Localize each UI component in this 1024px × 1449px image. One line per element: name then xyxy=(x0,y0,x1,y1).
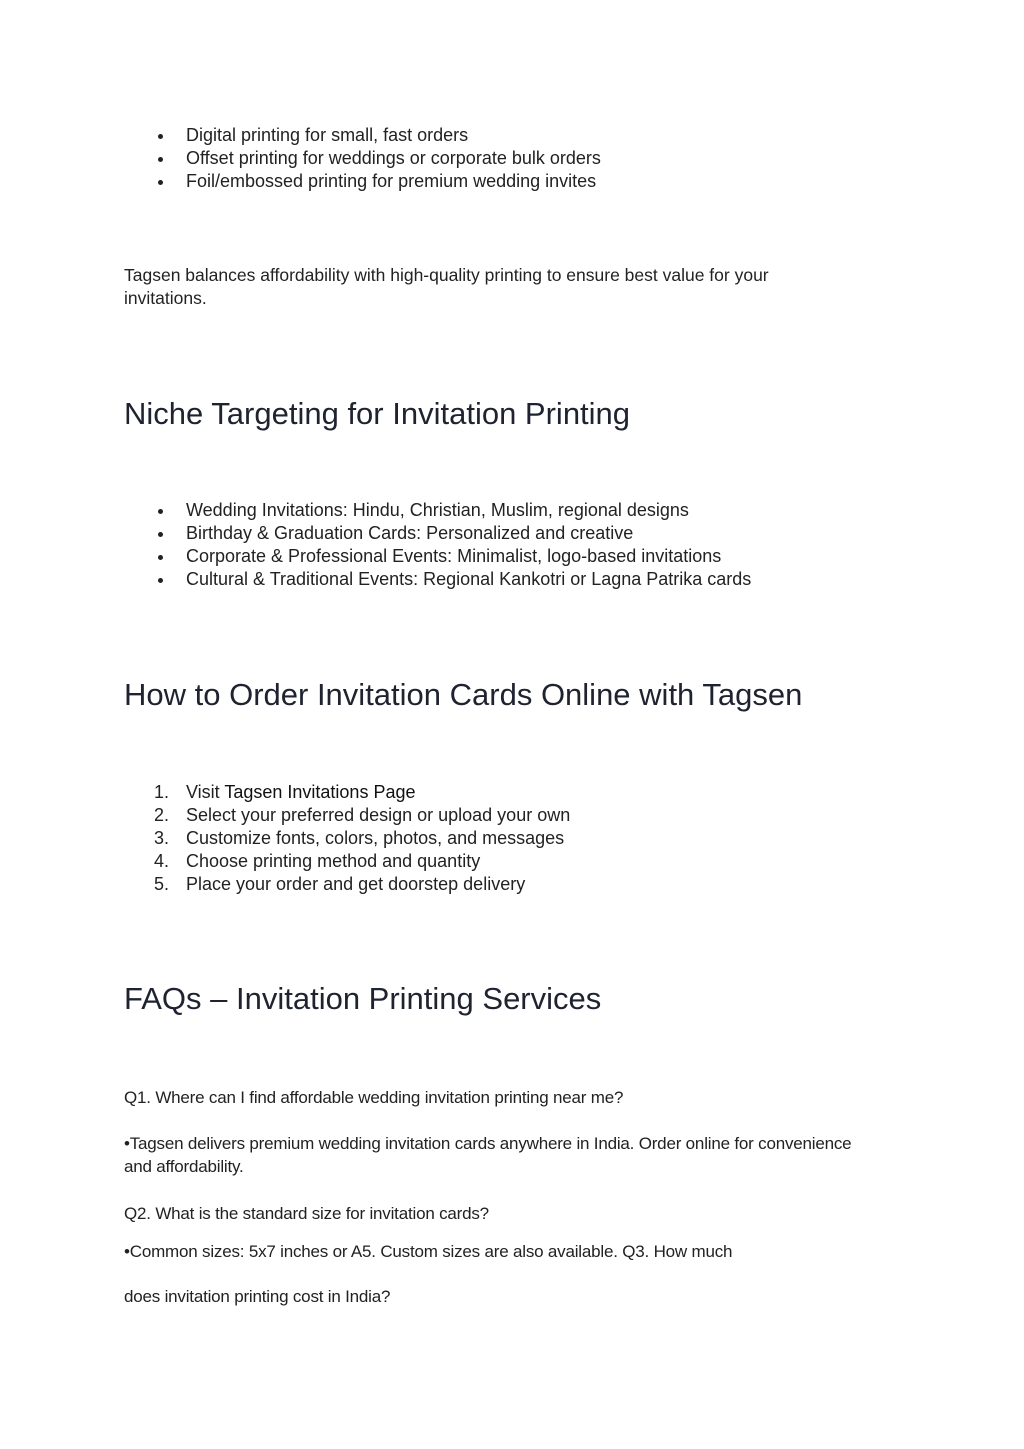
list-item xyxy=(124,804,570,827)
step-number: 1. xyxy=(154,782,170,802)
list-item xyxy=(124,170,601,193)
bullet-icon xyxy=(158,180,163,185)
list-item-text: Birthday & Graduation Cards: Personalized and creative xyxy=(186,523,634,543)
list-item xyxy=(124,124,601,147)
list-item xyxy=(124,568,751,591)
faq-question-2: Q2. What is the standard size for invitation cards? xyxy=(124,1204,489,1223)
bullet-icon xyxy=(158,134,163,139)
list-item xyxy=(124,873,570,896)
faq-answer-1: •Tagsen delivers premium wedding invitation cards anywhere in India. Order online for convenience and affordability. xyxy=(124,1134,852,1176)
bullet-icon xyxy=(158,555,163,560)
step-text: Place your order and get doorstep delivery xyxy=(186,874,526,894)
faq-answer-2: •Common sizes: 5x7 inches or A5. Custom sizes are also available. Q3. How much xyxy=(124,1242,733,1261)
faq-question-1: Q1. Where can I find affordable wedding invitation printing near me? xyxy=(124,1088,624,1107)
niche-heading: Niche Targeting for Invitation Printing xyxy=(124,396,631,431)
bullet-icon xyxy=(158,578,163,583)
tagsen-invitations-link[interactable]: Tagsen Invitations Page xyxy=(224,782,416,802)
list-item xyxy=(124,781,570,804)
step-text: Customize fonts, colors, photos, and messages xyxy=(186,828,565,848)
step-text: Select your preferred design or upload your own xyxy=(186,805,571,825)
bullet-icon xyxy=(158,509,163,514)
step-number: 5. xyxy=(154,874,170,894)
list-item-text: Offset printing for weddings or corporate bulk orders xyxy=(186,148,601,168)
printing-methods-list xyxy=(124,124,601,193)
niche-list xyxy=(124,499,751,591)
list-item-text: Digital printing for small, fast orders xyxy=(186,125,469,145)
faqs-heading: FAQs – Invitation Printing Services xyxy=(124,981,602,1016)
list-item xyxy=(124,522,751,545)
list-item-text: Corporate & Professional Events: Minimalist, logo-based invitations xyxy=(186,546,722,566)
list-item-text: Foil/embossed printing for premium wedding invites xyxy=(186,171,597,191)
order-heading: How to Order Invitation Cards Online with Tagsen xyxy=(124,677,803,712)
bullet-icon xyxy=(158,157,163,162)
step-text: Choose printing method and quantity xyxy=(186,851,481,871)
faq-question-3-continued: does invitation printing cost in India? xyxy=(124,1287,391,1306)
list-item xyxy=(124,545,751,568)
list-item xyxy=(124,147,601,170)
list-item xyxy=(124,499,751,522)
list-item xyxy=(124,827,570,850)
list-item xyxy=(124,850,570,873)
list-item-text: Cultural & Traditional Events: Regional Kankotri or Lagna Patrika cards xyxy=(186,569,752,589)
list-item-text: Wedding Invitations: Hindu, Christian, Muslim, regional designs xyxy=(186,500,689,520)
bullet-icon xyxy=(158,532,163,537)
step-number: 3. xyxy=(154,828,170,848)
order-steps-list xyxy=(124,781,570,896)
step-number: 4. xyxy=(154,851,170,871)
step-number: 2. xyxy=(154,805,170,825)
value-paragraph: Tagsen balances affordability with high-quality printing to ensure best value for your invitations. xyxy=(124,265,769,308)
step-text: Visit xyxy=(186,782,225,802)
